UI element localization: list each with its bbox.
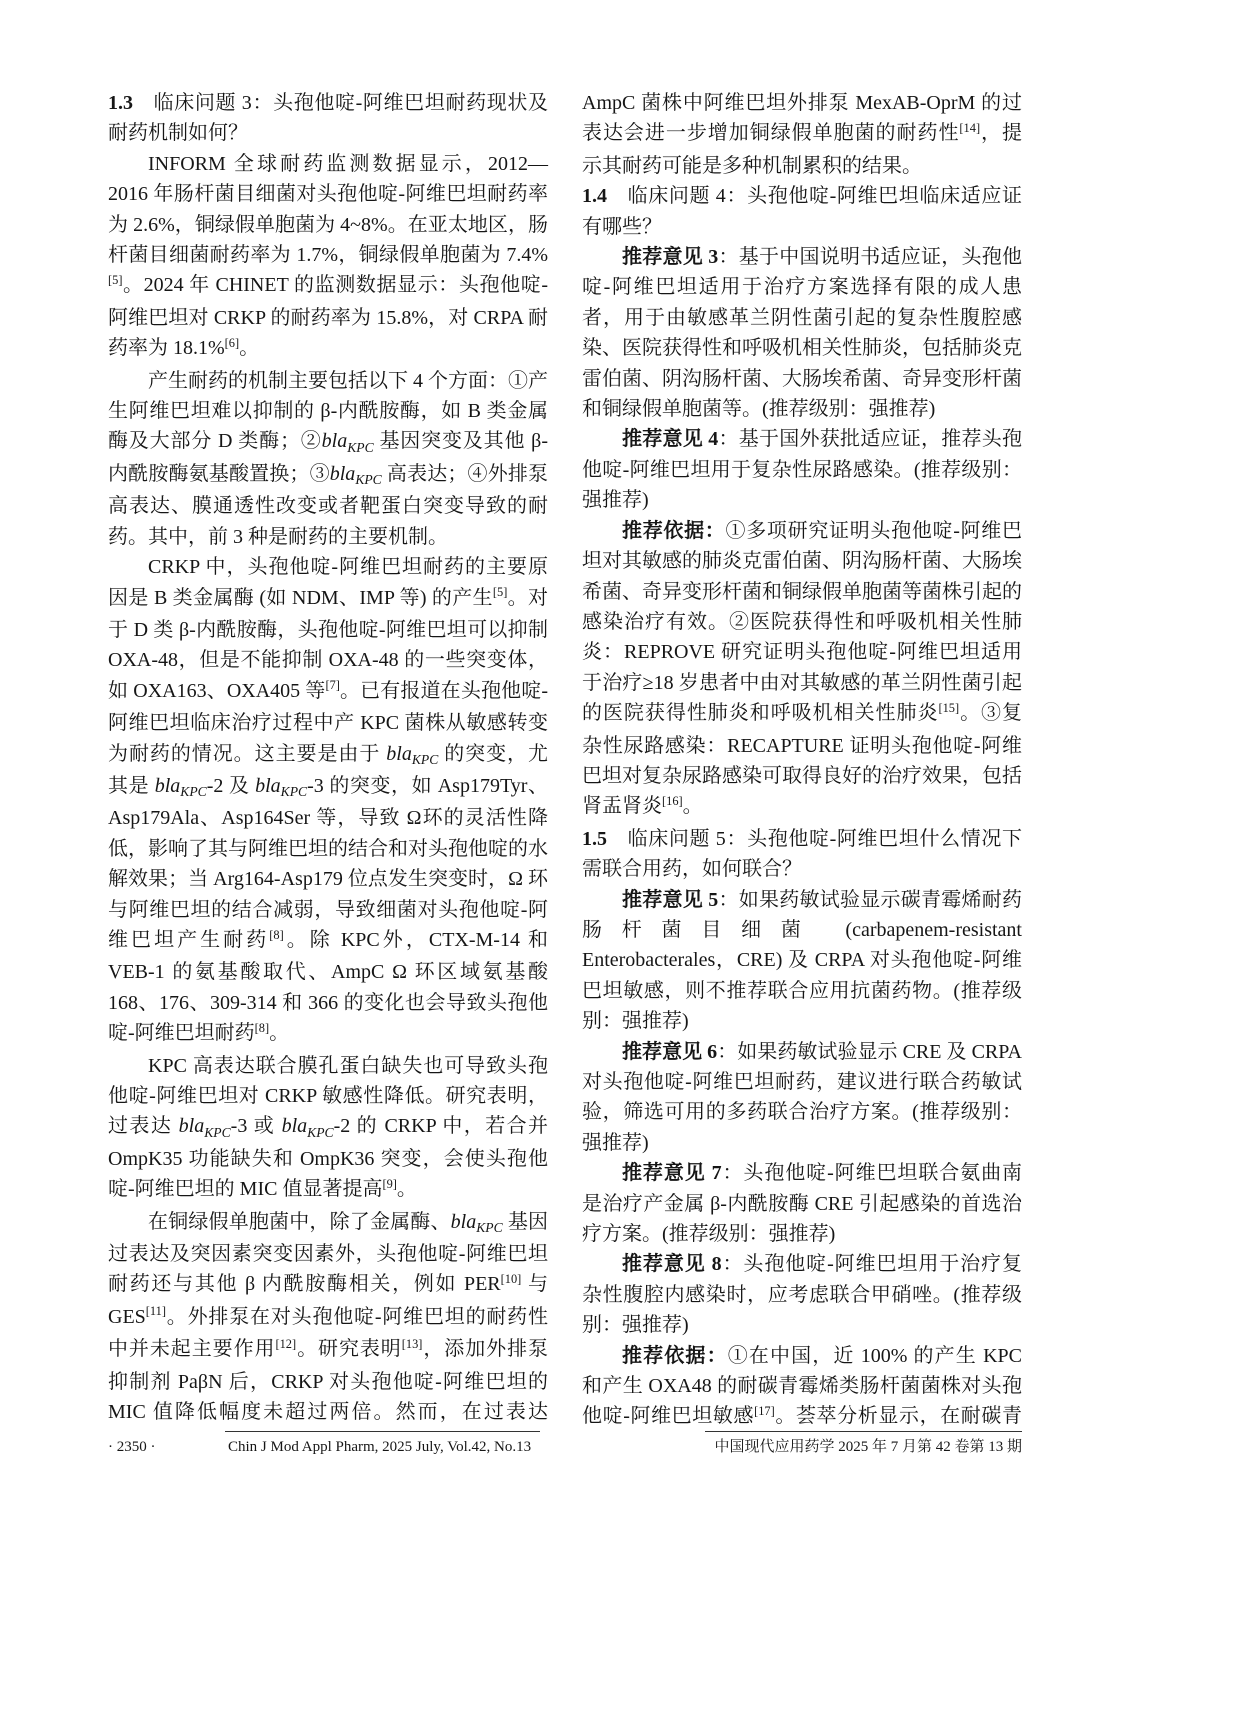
paragraph xyxy=(582,1037,1022,1159)
citation-ref: [9] xyxy=(382,1176,397,1191)
section-title: 临床问题 3：头孢他啶-阿维巴坦耐药现状及耐药机制如何？ xyxy=(108,92,548,145)
text-run: 的突变，尤其是 xyxy=(108,742,549,797)
text-run: 基因过表达及突因素突变因素外，头孢他啶-阿维巴坦耐药还与其他 β 内酰胺酶相关，例如 PER xyxy=(108,1210,549,1296)
text-run: 。 xyxy=(682,795,703,818)
text-run: ：如果药敏试验显示碳青霉烯耐药肠杆菌目细菌 (carbapenem-resistant Enterobacterales，CRE) 及 CRPA 对头孢他啶-阿维巴坦敏感，则不推荐联合应用抗菌药物。(推荐级别：强推荐) xyxy=(582,888,1022,1033)
bold-label: 推荐意见 7 xyxy=(622,1162,722,1185)
footer-rule-left xyxy=(225,1431,540,1432)
page-number: · 2350 · xyxy=(108,1439,156,1455)
section-heading xyxy=(108,88,548,149)
text-run: 。已有报道在头孢他啶-阿维巴坦临床治疗过程中产 KPC 菌株从敏感转变为耐药的情况。这主要是由于 xyxy=(108,679,548,765)
citation-ref: [16] xyxy=(662,793,683,808)
journal-citation-chinese: 中国现代应用药学 2025 年 7 月第 42 卷第 13 期 xyxy=(714,1439,1022,1455)
bold-label: 推荐依据： xyxy=(622,1344,728,1367)
citation-ref: [13] xyxy=(401,1336,423,1351)
text-run: 在铜绿假单胞菌中，除了金属酶、 xyxy=(148,1210,451,1233)
citation-ref: [5] xyxy=(108,273,123,287)
paragraph xyxy=(108,1051,548,1207)
section-number: 1.3 xyxy=(108,92,133,114)
text-run: INFORM 全球耐药监测数据显示，2012—2016 年肠杆菌目细菌对头孢他啶-阿维巴坦耐药率为 2.6%，铜绿假单胞菌为 4~8%。在亚太地区，肠杆菌目细菌耐药率为 1.7%，铜绿假单胞菌为 7.4% xyxy=(108,152,548,267)
gene-subscript: KPC xyxy=(347,439,374,455)
text-run: 。外排泵在对头孢他啶-阿维巴坦的耐药性中并未起主要作用 xyxy=(108,1305,548,1361)
text-run: 与 GES xyxy=(108,1273,549,1328)
text-run: 。研究表明 xyxy=(296,1338,402,1361)
paragraph xyxy=(108,552,548,1051)
paragraph xyxy=(582,885,1022,1037)
footer-rule-right xyxy=(705,1431,1022,1432)
gene-subscript: KPC xyxy=(280,784,308,800)
bold-label: 推荐意见 8 xyxy=(622,1253,722,1276)
gene-name-italic: bla xyxy=(255,774,281,797)
gene-subscript: KPC xyxy=(180,784,207,800)
citation-ref: [14] xyxy=(959,120,981,135)
gene-name-italic: bla xyxy=(178,1115,205,1138)
text-run: ，提示其耐药可能是多种机制累积的结果。 xyxy=(582,122,1023,177)
gene-name-italic: bla xyxy=(450,1210,477,1233)
text-run: 。荟萃分析显示，在耐碳青 xyxy=(774,1405,1022,1428)
citation-ref: [12] xyxy=(275,1336,297,1351)
citation-ref: [8] xyxy=(254,1020,270,1035)
text-run: ①在中国，近 100% 的产生 KPC 和产生 OXA48 的耐碳青霉烯类肠杆菌菌株对头孢他啶-阿维巴坦敏感 xyxy=(582,1344,1022,1428)
citation-ref: [10] xyxy=(500,1272,522,1286)
gene-subscript: KPC xyxy=(476,1219,503,1235)
paragraph xyxy=(108,149,548,366)
section-number: 1.5 xyxy=(582,827,607,850)
text-run: ：头孢他啶-阿维巴坦用于治疗复杂性腹腔内感染时，应考虑联合甲硝唑。(推荐级别：强推荐) xyxy=(582,1253,1022,1337)
left-column xyxy=(108,88,548,1427)
gene-subscript: KPC xyxy=(307,1124,334,1140)
gene-name-italic: bla xyxy=(154,774,181,797)
text-run: 。③复杂性尿路感染：RECAPTURE 证明头孢他啶-阿维巴坦对复杂尿路感染可取得良好的治疗效果，包括肾盂肾炎 xyxy=(582,702,1023,818)
text-run: -2 及 xyxy=(206,774,256,797)
citation-ref: [15] xyxy=(938,700,960,715)
paragraph xyxy=(108,1207,548,1428)
text-run: ，添加外排泵抑制剂 PaβN 后，CRKP 对头孢他啶-阿维巴坦的 MIC 值降低幅度未超过两倍。然而，在过表达 xyxy=(108,1338,549,1424)
text-run: 。 xyxy=(239,337,260,360)
text-run: ：基于中国说明书适应证，头孢他啶-阿维巴坦适用于治疗方案选择有限的成人患者，用于由敏感革兰阴性菌引起的复杂性腹腔感染、医院获得性和呼吸机相关性肺炎，包括肺炎克雷伯菌、阴沟肠杆菌、大肠埃希菌、奇异变形杆菌和铜绿假单胞菌等。(推荐级别：强推荐) xyxy=(582,246,1022,421)
gene-name-italic: bla xyxy=(329,462,356,485)
text-run: ：头孢他啶-阿维巴坦联合氨曲南是治疗产金属 β-内酰胺酶 CRE 引起感染的首选治疗方案。(推荐级别：强推荐) xyxy=(582,1162,1022,1246)
gene-name-italic: bla xyxy=(321,430,348,453)
section-heading xyxy=(582,824,1022,885)
text-run: 。2024 年 CHINET 的监测数据显示：头孢他啶-阿维巴坦对 CRKP 的耐药率为 15.8%，对 CRPA 耐药率为 18.1% xyxy=(108,274,548,360)
gene-subscript: KPC xyxy=(204,1124,231,1140)
gene-subscript: KPC xyxy=(411,751,439,767)
citation-ref: [8] xyxy=(269,927,284,942)
paragraph xyxy=(582,242,1022,424)
paragraph xyxy=(582,516,1022,824)
gene-subscript: KPC xyxy=(355,472,382,488)
citation-ref: [17] xyxy=(754,1404,775,1419)
bold-label: 推荐意见 6 xyxy=(622,1040,718,1063)
paragraph xyxy=(582,424,1022,515)
text-run: CRKP 中，头孢他啶-阿维巴坦耐药的主要原因是 B 类金属酶 (如 NDM、IMP 等) 的产生 xyxy=(108,556,548,609)
text-run: ：基于国外获批适应证，推荐头孢他啶-阿维巴坦用于复杂性尿路感染。(推荐级别：强推荐) xyxy=(582,428,1022,512)
section-heading xyxy=(582,181,1022,242)
section-title: 临床问题 5：头孢他啶-阿维巴坦什么情况下需联合用药，如何联合？ xyxy=(582,827,1022,881)
bold-label: 推荐意见 5 xyxy=(622,888,719,911)
text-run: ①多项研究证明头孢他啶-阿维巴坦对其敏感的肺炎克雷伯菌、阴沟肠杆菌、大肠埃希菌、奇异变形杆菌和铜绿假单胞菌等菌株引起的感染治疗有效。②医院获得性和呼吸机相关性肺炎：REPROVE 研究证明头孢他啶-阿维巴坦适用于治疗≥18 岁患者中由对其敏感的革兰阴性菌引起的医院获得性肺炎和呼吸机相关性肺炎 xyxy=(582,519,1022,725)
citation-ref: [7] xyxy=(325,678,340,693)
paragraph xyxy=(582,1249,1022,1340)
section-number: 1.4 xyxy=(582,185,607,208)
text-run: AmpC 菌株中阿维巴坦外排泵 MexAB-OprM 的过表达会进一步增加铜绿假单胞菌的耐药性 xyxy=(582,92,1022,145)
bold-label: 推荐意见 4 xyxy=(622,428,719,451)
paragraph xyxy=(108,366,548,552)
journal-citation-english: Chin J Mod Appl Pharm, 2025 July, Vol.42, No.13 xyxy=(228,1439,532,1455)
text-run: KPC 高表达联合膜孔蛋白缺失也可导致头孢他啶-阿维巴坦对 CRKP 敏感性降低。研究表明，过表达 xyxy=(108,1054,548,1138)
bold-label: 推荐意见 3 xyxy=(622,246,719,269)
bold-label: 推荐依据： xyxy=(622,519,726,542)
citation-ref: [5] xyxy=(492,585,508,600)
gene-name-italic: bla xyxy=(281,1115,308,1138)
right-column xyxy=(582,88,1022,1434)
text-run: 。对于 D 类 β-内酰胺酶，头孢他啶-阿维巴坦可以抑制 OXA-48，但是不能抑制 OXA-48 的一些突变体，如 OXA163、OXA405 等 xyxy=(108,586,548,702)
paragraph xyxy=(582,1341,1022,1434)
citation-ref: [6] xyxy=(224,335,240,350)
text-run: -3 的突变，如 Asp179Tyr、Asp179Ala、Asp164Ser 等，导致 Ω环的灵活性降低，影响了其与阿维巴坦的结合和对头孢他啶的水解效果；当 Arg164-Asp179 位点发生突变时，Ω 环与阿维巴坦的结合减弱，导致细菌对头孢他啶-阿维巴坦产生耐药 xyxy=(108,774,549,951)
text-run: 产生耐药的机制主要包括以下 4 个方面：①产生阿维巴坦难以抑制的 β-内酰胺酶，如 B 类金属酶及大部分 D 类酶；② xyxy=(108,369,548,453)
section-title: 临床问题 4：头孢他啶-阿维巴坦临床适应证有哪些？ xyxy=(582,185,1022,238)
text-run: 高表达；④外排泵高表达、膜通透性改变或者靶蛋白突变导致的耐药。其中，前 3 种是耐药的主要机制。 xyxy=(108,462,549,548)
text-run: 。除 KPC外，CTX-M-14 和 VEB-1 的氨基酸取代、AmpC Ω 环区域氨基酸 168、176、309-314 和 366 的变化也会导致头孢他啶-阿维巴坦耐药 xyxy=(108,928,548,1045)
text-run: 。 xyxy=(396,1178,417,1201)
text-run: ：如果药敏试验显示 CRE 及 CRPA 对头孢他啶-阿维巴坦耐药，建议进行联合药敏试验，筛选可用的多药联合治疗方案。(推荐级别：强推荐) xyxy=(582,1040,1023,1154)
paragraph xyxy=(582,1158,1022,1249)
text-run: -3 或 xyxy=(230,1115,282,1138)
gene-name-italic: bla xyxy=(386,742,412,765)
paragraph xyxy=(582,88,1022,181)
text-run: -2 的 CRKP 中，若合并 OmpK35 功能缺失和 OmpK36 突变，会使头孢他啶-阿维巴坦的 MIC 值显著提高 xyxy=(108,1115,549,1201)
citation-ref: [11] xyxy=(145,1304,166,1319)
text-run: 。 xyxy=(269,1022,290,1045)
text-run: 基因突变及其他 β-内酰胺酶氨基酸置换；③ xyxy=(108,430,548,485)
